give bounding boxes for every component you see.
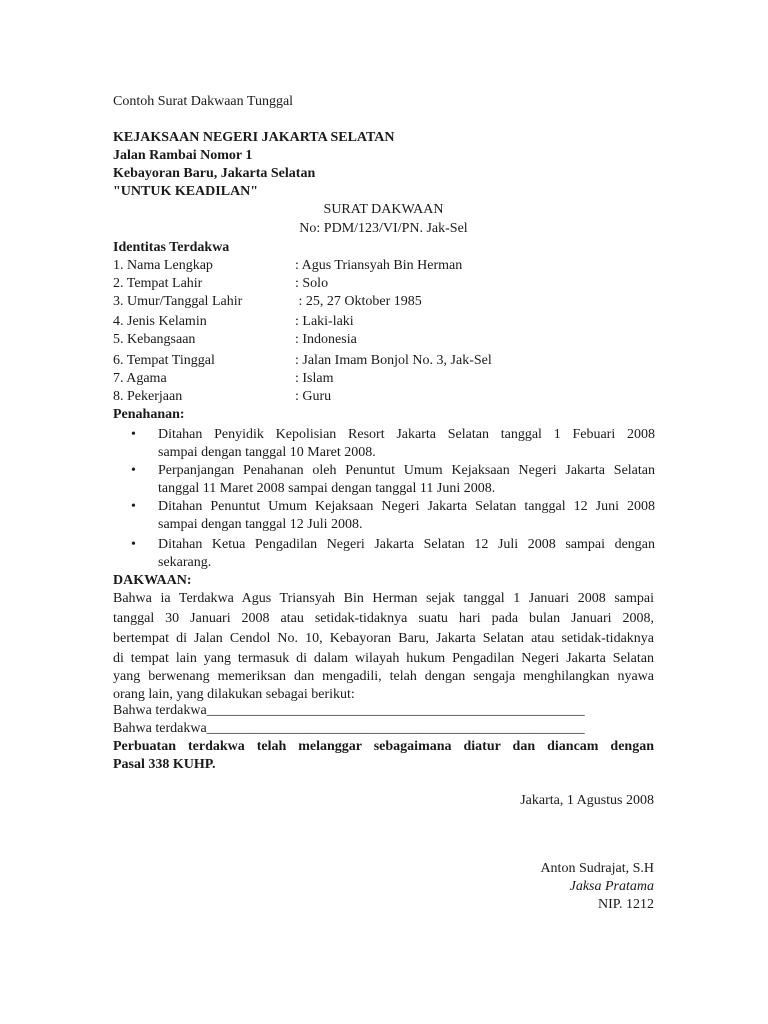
charge-line: orang lain, yang dilakukan sebagai berikut:	[113, 687, 355, 702]
list-item-line: tanggal 11 Maret 2008 sampai dengan tanggal 11 Juni 2008.	[158, 481, 496, 496]
list-item-line: Ditahan Penyidik Kepolisian Resort Jakarta Selatan tanggal 1 Febuari 2008	[158, 427, 655, 442]
identity-label: 6. Tempat Tinggal	[113, 353, 215, 368]
identity-heading: Identitas Terdakwa	[113, 240, 230, 255]
identity-row	[113, 352, 492, 370]
identity-row	[113, 331, 357, 349]
list-item-line: sampai dengan tanggal 12 Juli 2008.	[158, 517, 363, 532]
document-number: No: PDM/123/VI/PN. Jak-Sel	[299, 221, 468, 236]
charge-conclusion	[113, 738, 654, 774]
identity-value: : Islam	[295, 371, 334, 386]
bullet-icon: •	[131, 427, 136, 442]
charge-blank-line: Bahwa terdakwa______________________________________________________	[113, 703, 585, 718]
identity-value: : Solo	[295, 276, 329, 291]
identity-row	[113, 275, 328, 293]
charge-line: di tempat lain yang termasuk di dalam wilayah hukum Pengadilan Negeri Jakarta Selatan	[113, 651, 654, 666]
identity-label: 7. Agama	[113, 371, 167, 386]
charge-conclusion-line: Perbuatan terdakwa telah melanggar sebagaimana diatur dan diancam dengan	[113, 739, 654, 754]
bullet-icon: •	[131, 463, 136, 478]
charge-line: bertempat di Jalan Cendol No. 10, Kebayoran Baru, Jakarta Selatan atau setidak-tidaknya	[113, 631, 654, 646]
identity-value: : Laki-laki	[295, 314, 354, 329]
signatory-nip: NIP. 1212	[597, 897, 654, 912]
identity-label: 8. Pekerjaan	[113, 389, 183, 404]
charge-line: tanggal 30 Januari 2008 atau setidak-tidaknya suatu hari pada bulan Januari 2008,	[113, 611, 654, 626]
identity-value: : 25, 27 Oktober 1985	[295, 294, 422, 309]
identity-label: 4. Jenis Kelamin	[113, 314, 207, 329]
identity-value: : Agus Triansyah Bin Herman	[295, 258, 463, 273]
charge-paragraph	[113, 590, 654, 704]
list-item-line: Perpanjangan Penahanan oleh Penuntut Umum Kejaksaan Negeri Jakarta Selatan	[158, 463, 655, 478]
list-item	[131, 536, 655, 572]
list-item	[131, 426, 655, 462]
charge-heading: DAKWAAN:	[113, 573, 192, 588]
list-item-line: sampai dengan tanggal 10 Maret 2008.	[158, 445, 376, 460]
identity-label: 3. Umur/Tanggal Lahir	[113, 294, 243, 309]
charge-blank-line: Bahwa terdakwa______________________________________________________	[113, 721, 585, 736]
identity-label: 1. Nama Lengkap	[113, 258, 213, 273]
identity-value: : Indonesia	[295, 332, 357, 347]
list-item	[131, 462, 655, 498]
charge-conclusion-line: Pasal 338 KUHP.	[113, 757, 216, 772]
list-item-line: Ditahan Ketua Pengadilan Negeri Jakarta Selatan 12 Juli 2008 sampai dengan	[158, 537, 655, 552]
identity-label: 5. Kebangsaan	[113, 332, 196, 347]
identity-value: : Guru	[295, 389, 332, 404]
identity-row	[113, 293, 422, 311]
signatory-name: Anton Sudrajat, S.H	[540, 861, 654, 876]
identity-label: 2. Tempat Lahir	[113, 276, 203, 291]
signatory-position: Jaksa Pratama	[569, 879, 654, 894]
place-date: Jakarta, 1 Agustus 2008	[520, 793, 654, 808]
identity-row	[113, 257, 462, 275]
charge-line: yang berwenang memeriksan dan mengadili, telah dengan sengaja menghilangkan nyawa	[113, 669, 654, 684]
list-item-line: sekarang.	[158, 555, 212, 570]
document-title: SURAT DAKWAAN	[323, 202, 444, 217]
identity-row	[113, 370, 334, 388]
letterhead-org: KEJAKSAAN NEGERI JAKARTA SELATAN	[113, 130, 395, 145]
letterhead-address-1: Jalan Rambai Nomor 1	[113, 148, 253, 163]
bullet-icon: •	[131, 499, 136, 514]
document-heading: Contoh Surat Dakwaan Tunggal	[113, 94, 294, 109]
identity-row	[113, 313, 354, 331]
charge-line: Bahwa ia Terdakwa Agus Triansyah Bin Herman sejak tanggal 1 Januari 2008 sampai	[113, 591, 654, 606]
list-item	[131, 498, 655, 534]
letterhead-motto: "UNTUK KEADILAN"	[113, 184, 259, 199]
letterhead-address-2: Kebayoran Baru, Jakarta Selatan	[113, 166, 316, 181]
signatory-block	[113, 860, 654, 914]
identity-value: : Jalan Imam Bonjol No. 3, Jak-Sel	[295, 353, 492, 368]
list-item-line: Ditahan Penuntut Umum Kejaksaan Negeri Jakarta Selatan tanggal 12 Juni 2008	[158, 499, 655, 514]
identity-row	[113, 388, 331, 406]
detention-heading: Penahanan:	[113, 407, 185, 422]
bullet-icon: •	[131, 537, 136, 552]
